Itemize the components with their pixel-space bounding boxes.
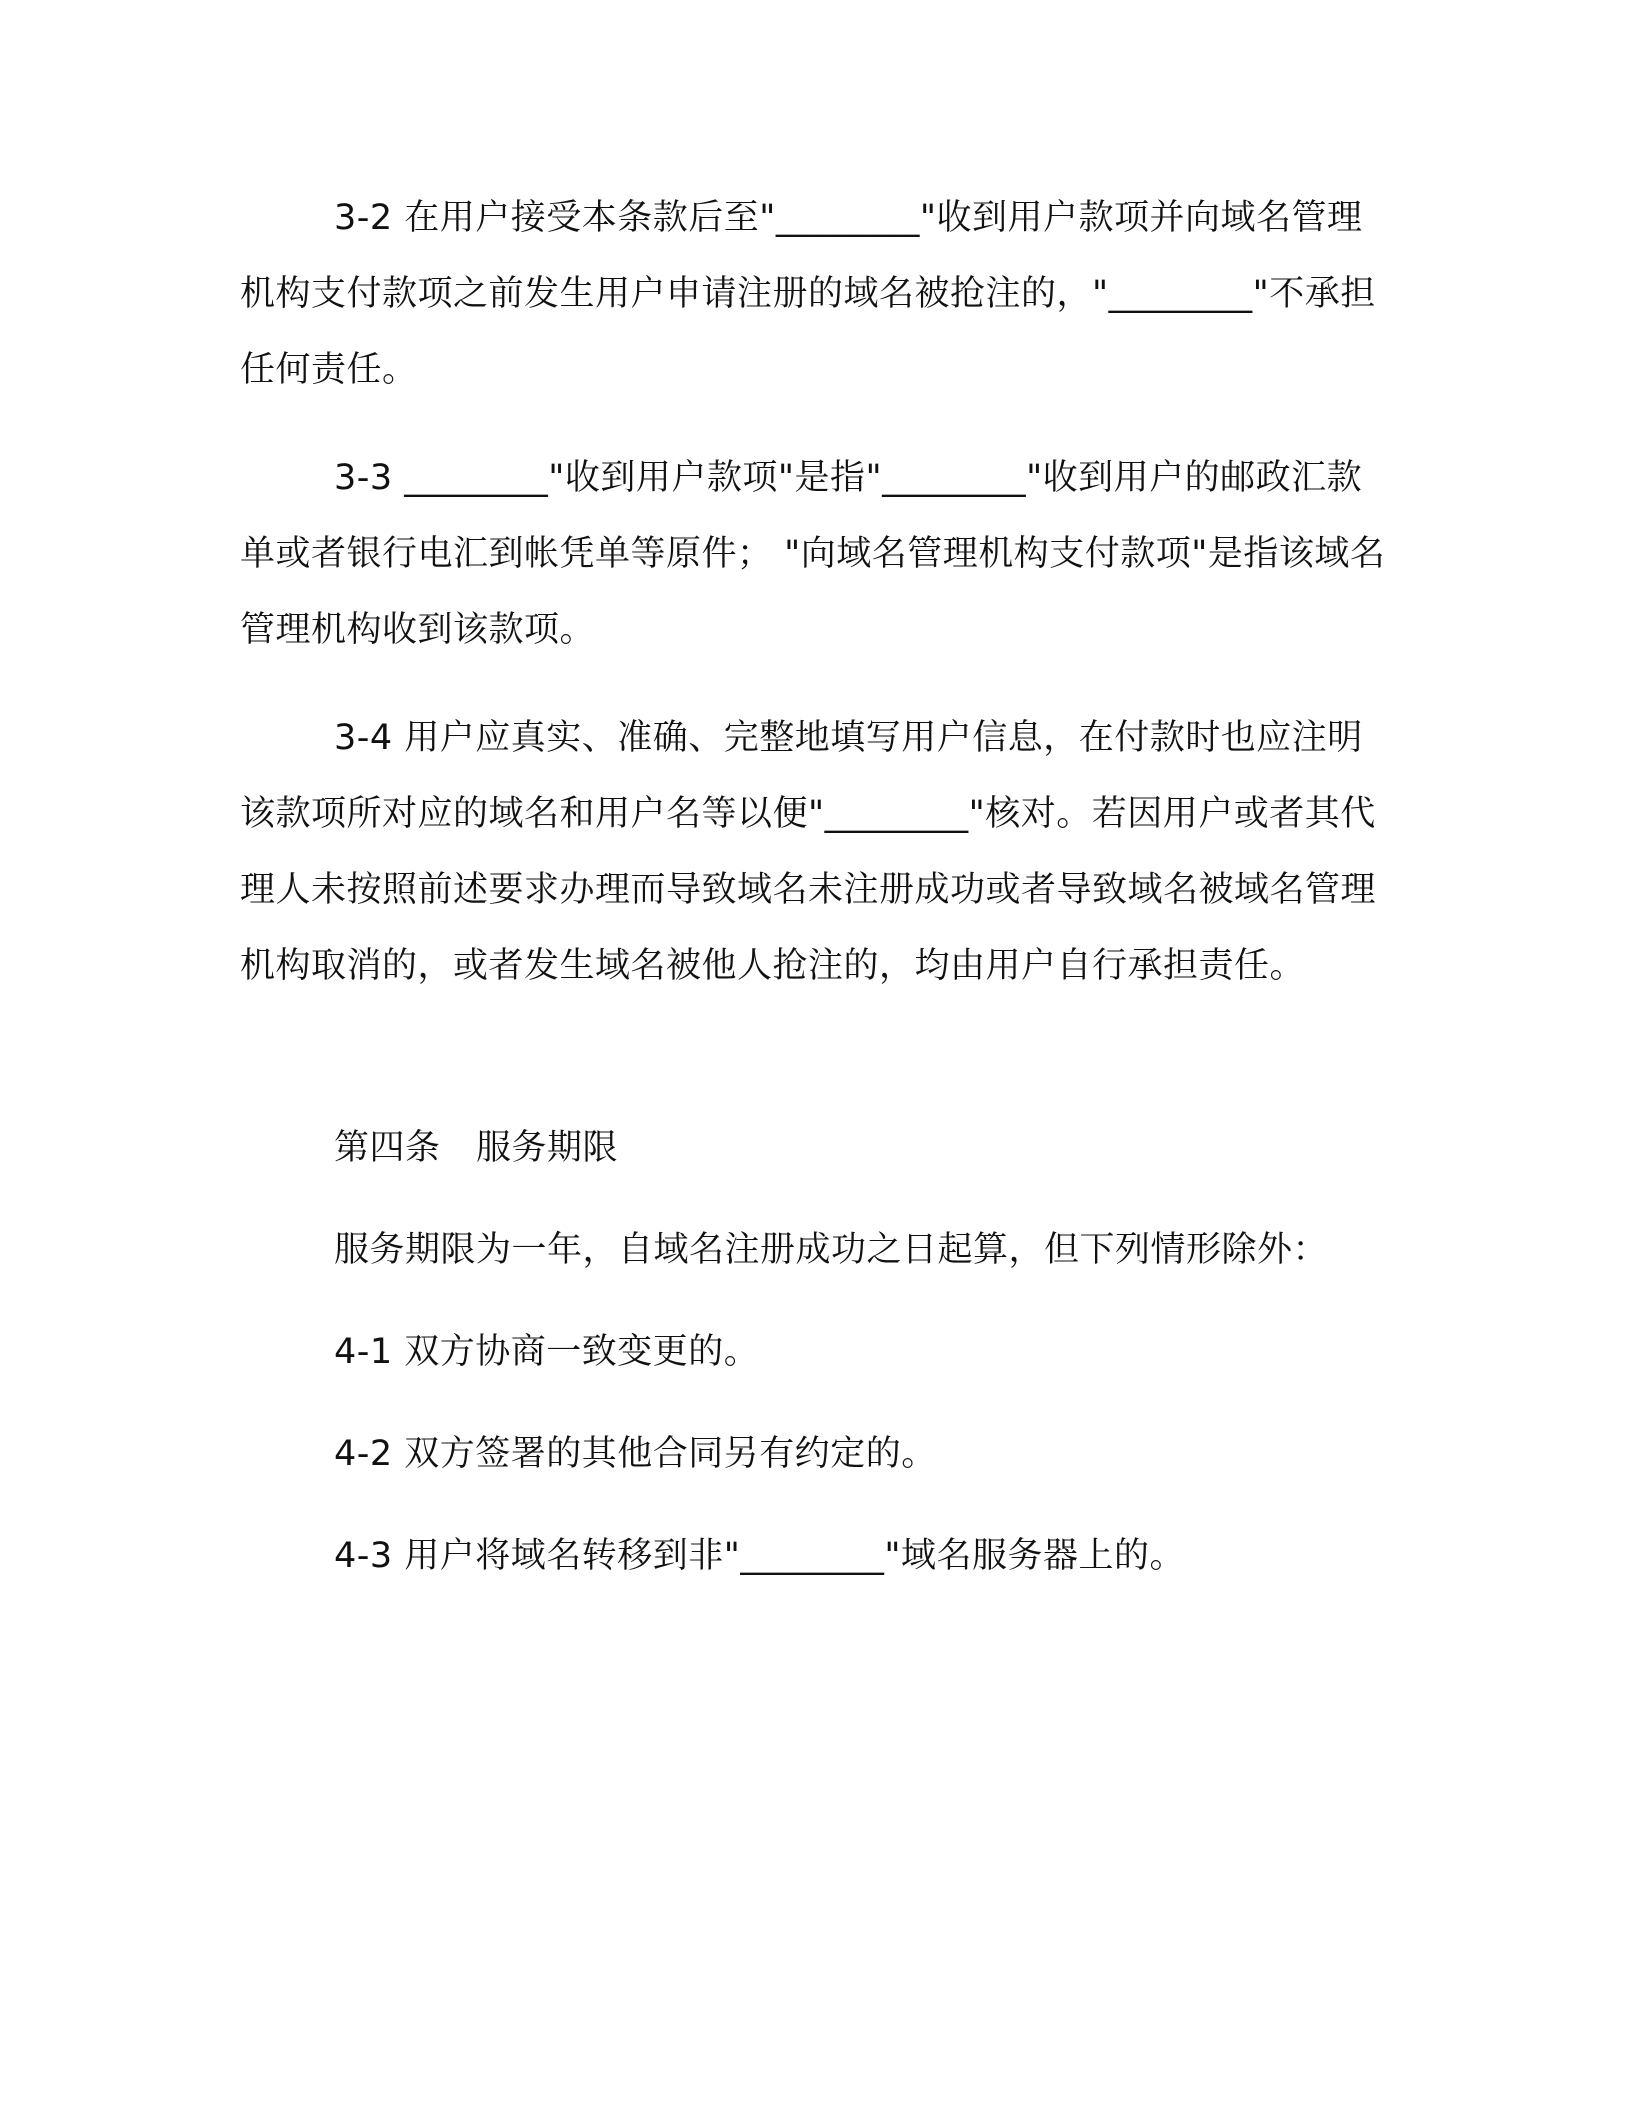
clause-4-3: 4-3 用户将域名转移到非"________"域名服务器上的。: [334, 1536, 1185, 1576]
clause-4-2: 4-2 双方签署的其他合同另有约定的。: [334, 1434, 937, 1474]
clause-3-4: 3-4 用户应真实、准确、完整地填写用户信息，在付款时也应注明该款项所对应的域名和用户名等以便"________"核对。若因用户或者其代理人未按照前述要求办理而导致域名未注册成功或者导致域名被域名管理机构取消的，或者发生域名被他人抢注的，均由用户自行承担责任。: [240, 718, 1377, 986]
clause-4-1: 4-1 双方协商一致变更的。: [334, 1332, 760, 1372]
clause-3-2: 3-2 在用户接受本条款后至"________"收到用户款项并向域名管理机构支付款项之前发生用户申请注册的域名被抢注的，"________"不承担任何责任。: [240, 198, 1376, 390]
clause-3-3: 3-3 ________"收到用户款项"是指"________"收到用户的邮政汇款单或者银行电汇到帐凭单等原件； "向域名管理机构支付款项"是指该域名管理机构收到该款项。: [240, 458, 1386, 650]
service-term-text: 服务期限为一年，自域名注册成功之日起算，但下列情形除外：: [334, 1230, 1329, 1270]
article-4-heading: 第四条 服务期限: [334, 1128, 619, 1168]
